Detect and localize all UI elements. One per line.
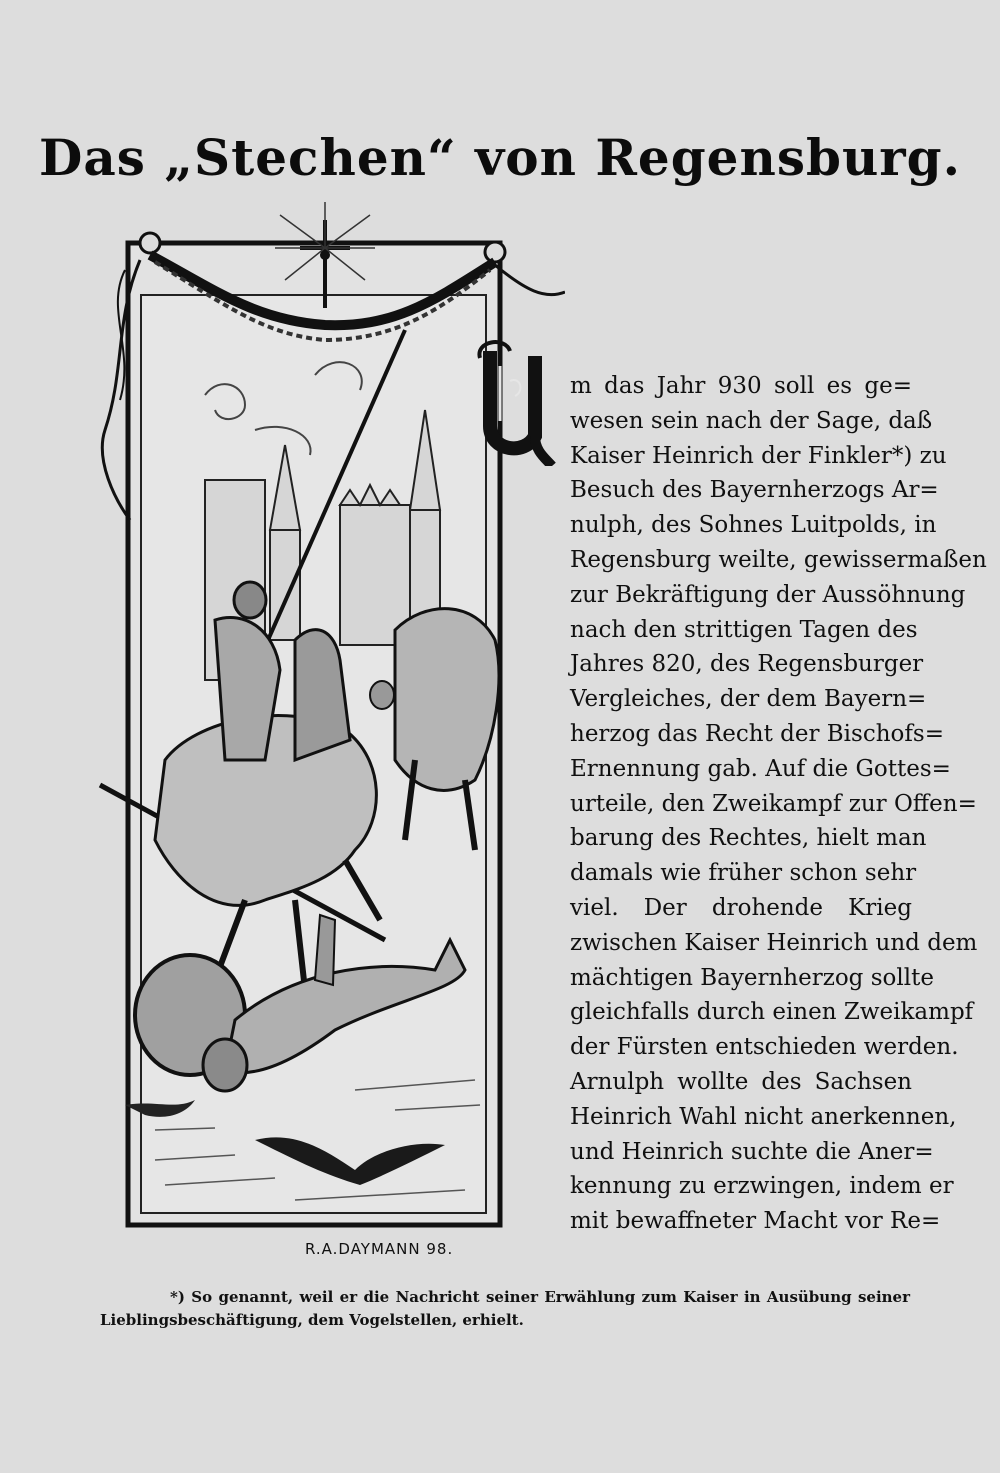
body-line: wesen sein nach der Sage, daß	[570, 407, 933, 434]
body-line: Regensburg weilte, gewissermaßen	[570, 546, 987, 573]
body-line: Kaiser Heinrich der Finkler*) zu	[570, 442, 947, 469]
body-line: mit bewaffneter Macht vor Re=	[570, 1208, 941, 1235]
body-line: Heinrich Wahl nicht anerkennen,	[570, 1103, 957, 1130]
body-line: zwischen Kaiser Heinrich und dem	[570, 929, 978, 956]
body-line: damals wie früher schon sehr	[570, 860, 917, 887]
page-title: Das „Stechen“ von Regensburg.	[38, 128, 962, 187]
footnote-line-1: *) So genannt, weil er die Nachricht seiner Erwählung zum Kaiser in Ausübung seiner	[170, 1288, 910, 1306]
body-line: nulph, des Sohnes Luitpolds, in	[570, 512, 937, 539]
body-line: der Fürsten entschieden werden.	[570, 1034, 959, 1061]
footnote	[100, 1286, 910, 1332]
rosette-right	[485, 242, 505, 262]
body-line: Ernennung gab. Auf die Gottes=	[570, 755, 951, 782]
body-line: gleichfalls durch einen Zweikampf	[570, 999, 974, 1026]
body-line: Arnulph wollte des Sachsen	[570, 1068, 912, 1095]
body-line: nach den strittigen Tagen des	[570, 616, 918, 643]
ribbon-left-2	[118, 270, 125, 400]
body-line: und Heinrich suchte die Aner=	[570, 1138, 934, 1165]
body-line: zur Bekräftigung der Aussöhnung	[570, 581, 966, 608]
body-line: kennung zu erzwingen, indem er	[570, 1173, 954, 1200]
rosette-left	[140, 233, 160, 253]
body-line: viel. Der drohende Krieg	[570, 894, 912, 921]
body-line: Jahres 820, des Regensburger	[570, 651, 924, 678]
body-line: Vergleiches, der dem Bayern=	[570, 686, 927, 713]
body-line: Besuch des Bayernherzogs Ar=	[570, 477, 939, 504]
body-line: urteile, den Zweikampf zur Offen=	[570, 790, 977, 817]
footnote-line-2: Lieblingsbeschäftigung, dem Vogelstellen, erhielt.	[100, 1311, 524, 1329]
decorated-initial	[470, 336, 570, 466]
body-line: barung des Rechtes, hielt man	[570, 825, 927, 852]
artist-signature: R.A.DAYMANN 98.	[305, 1240, 454, 1258]
body-line: mächtigen Bayernherzog sollte	[570, 964, 934, 991]
ribbon-right	[495, 265, 565, 295]
body-text	[570, 369, 987, 1239]
body-line: m das Jahr 930 soll es ge=	[570, 373, 912, 399]
initial-letter: U	[520, 416, 521, 417]
body-line: herzog das Recht der Bischofs=	[570, 720, 944, 747]
initial-u-ornament	[470, 336, 570, 466]
